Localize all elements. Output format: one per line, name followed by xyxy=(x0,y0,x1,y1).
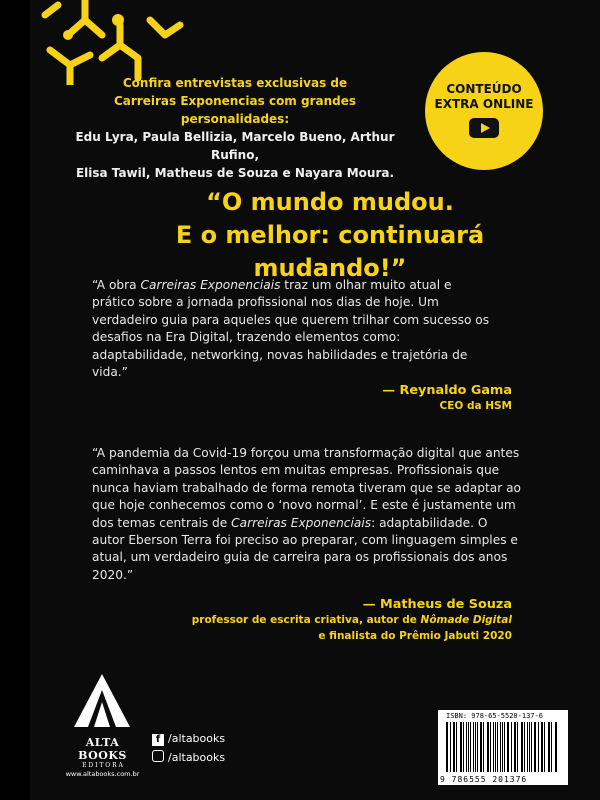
decorative-molecule-icon xyxy=(30,0,190,85)
instagram-link[interactable] xyxy=(152,750,225,768)
quote-matheus xyxy=(92,445,522,584)
book-title: Carreiras Exponenciais xyxy=(140,278,281,292)
book-title: Nômade Digital xyxy=(420,614,512,626)
barcode-bar xyxy=(493,722,494,772)
author-name: — Reynaldo Gama xyxy=(382,383,512,398)
barcode-bar xyxy=(473,722,474,772)
publisher-url[interactable]: www.altabooks.com.br xyxy=(65,770,140,778)
quote-reynaldo xyxy=(92,277,492,381)
promo-line: Elisa Tawil, Matheus de Souza e Nayara Moura. xyxy=(75,166,395,180)
promo-text xyxy=(70,74,400,182)
extra-content-badge[interactable] xyxy=(425,52,543,170)
barcode-digits: 9 786555 201376 xyxy=(440,775,528,784)
promo-line: Confira entrevistas exclusivas de xyxy=(122,76,348,90)
badge-line-1: CONTEÚDO xyxy=(446,82,522,96)
quote-text: “A pandemia da Covid-19 forçou uma transformação digital que antes caminhava a passos lentos em muitas empresas. Profissionais que nunca haviam trabalhado de forma remota tiveram que se adaptar ao que hoje conhecemos como o ‘novo normal’. E este é justamente um dos temas centrais de xyxy=(92,446,522,530)
promo-line: Carreiras Exponencias com grandes personalidades: xyxy=(113,94,357,126)
promo-line: Edu Lyra, Paula Bellizia, Marcelo Bueno, Arthur Rufino, xyxy=(75,130,395,162)
quote-text: traz um olhar muito atual e prático sobre a jornada profissional nos dias de hoje. Um verdadeiro guia para aqueles que querem trilhar com sucesso os desafios na Era Digital, trazendo elementos como: adaptabilidade, networking, novas habilidades e trajetória de vida.” xyxy=(92,278,490,380)
barcode-bar xyxy=(508,722,509,772)
instagram-icon xyxy=(152,750,164,762)
quote-text: “A obra xyxy=(92,278,141,292)
badge-line-2: EXTRA ONLINE xyxy=(434,97,534,111)
facebook-handle: /altabooks xyxy=(168,732,226,745)
headline xyxy=(100,186,560,285)
barcode-bar xyxy=(529,722,530,772)
author-role: CEO da HSM xyxy=(439,400,512,412)
headline-line-2: E o melhor: continuará mudando!” xyxy=(175,221,485,282)
barcode xyxy=(438,710,568,785)
isbn-label: ISBN: 978-65-5520-137-6 xyxy=(446,712,543,720)
barcode-bar xyxy=(548,722,549,772)
quote-text: : adaptabilidade. O autor Eberson Terra foi preciso ao preparar, com linguagem simples e atual, um verdadeiro guia de carreira para os profissionais dos anos 2020.” xyxy=(92,515,518,582)
facebook-icon: f xyxy=(152,734,164,746)
spine-strip xyxy=(0,0,30,800)
barcode-bar xyxy=(456,722,457,772)
facebook-link[interactable] xyxy=(152,732,225,750)
social-links xyxy=(152,732,225,768)
youtube-icon xyxy=(469,118,499,138)
barcode-bars xyxy=(446,722,558,772)
alta-books-logo xyxy=(60,672,145,778)
publisher-sub: E D I T O R A xyxy=(82,762,123,769)
author-role: e finalista do Prêmio Jabuti 2020 xyxy=(318,630,512,642)
role-text: professor de escrita criativa, autor de xyxy=(191,614,421,626)
attribution-matheus xyxy=(192,597,512,644)
publisher-name: ALTA BOOKS xyxy=(78,736,127,762)
instagram-handle: /altabooks xyxy=(168,751,226,764)
headline-line-1: “O mundo mudou. xyxy=(206,188,454,216)
mountain-icon xyxy=(60,672,145,732)
author-role xyxy=(192,612,512,628)
attribution-reynaldo xyxy=(382,383,512,414)
book-title: Carreiras Exponenciais xyxy=(231,515,372,530)
author-name: — Matheus de Souza xyxy=(362,597,512,612)
